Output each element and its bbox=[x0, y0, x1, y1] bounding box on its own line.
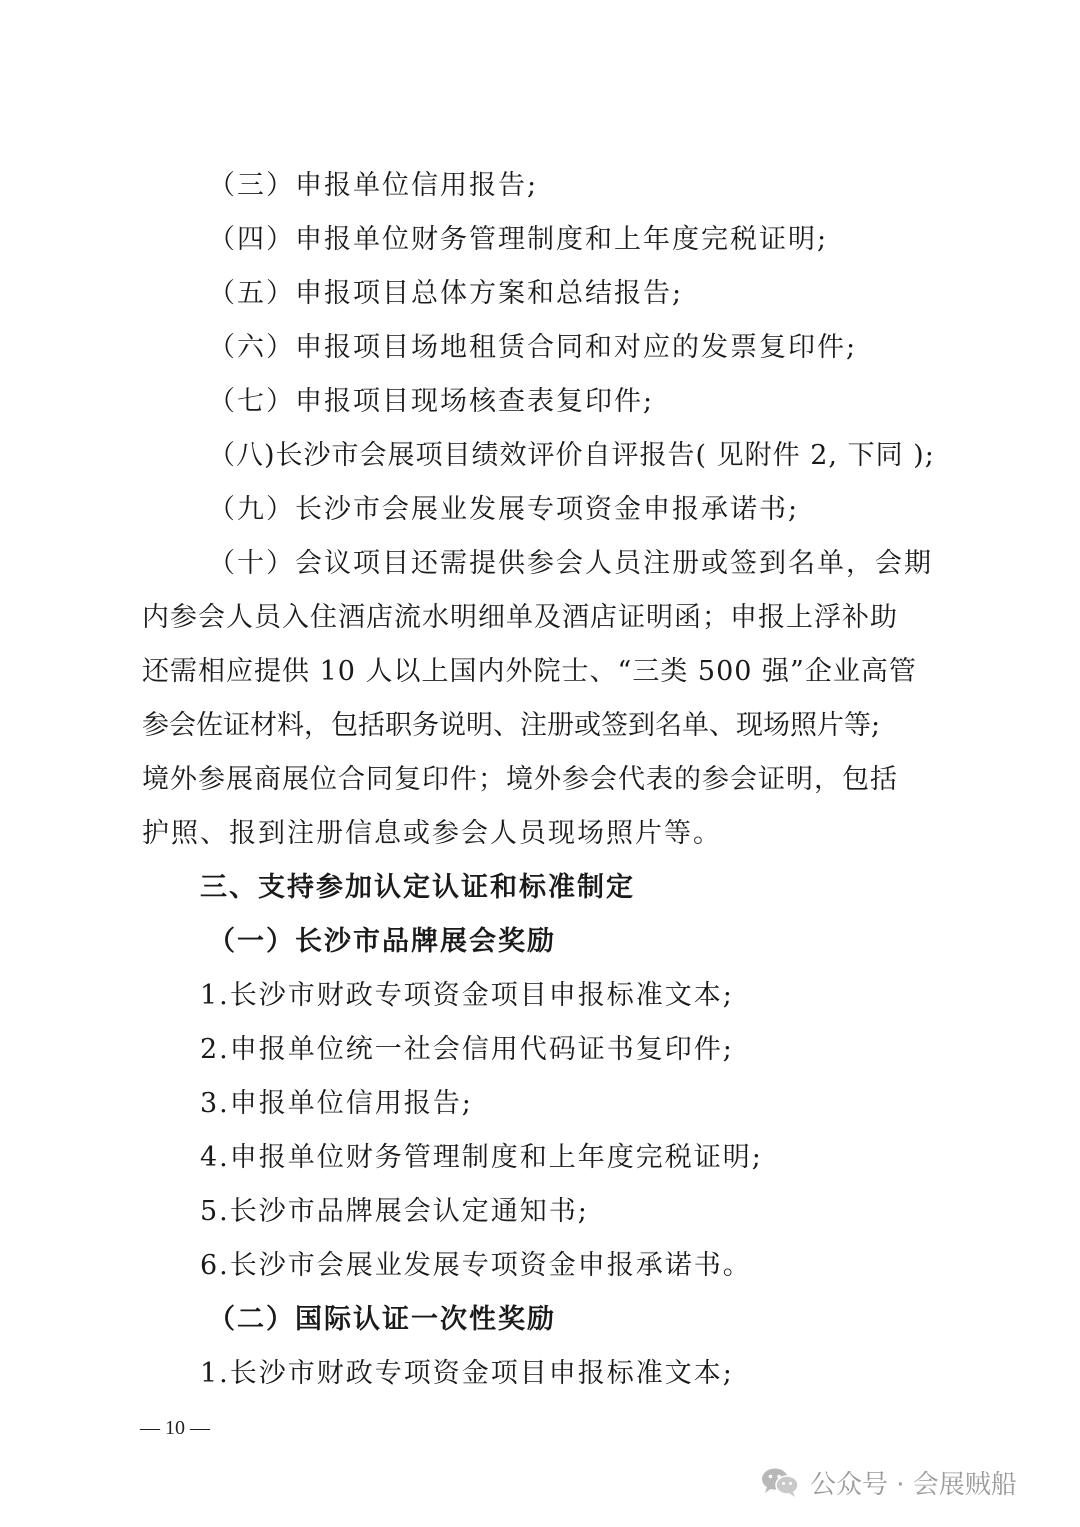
section-heading: 三、支持参加认定认证和标准制定 bbox=[200, 872, 635, 903]
subsection-heading: （二）国际认证一次性奖励 bbox=[208, 1304, 556, 1335]
doc-line: （四）申报单位财务管理制度和上年度完税证明; bbox=[208, 224, 829, 255]
watermark bbox=[760, 1460, 1017, 1504]
doc-line: 护照、报到注册信息或参会人员现场照片等。 bbox=[142, 818, 722, 849]
doc-line: 2.申报单位统一社会信用代码证书复印件; bbox=[200, 1034, 734, 1065]
doc-line: （九）长沙市会展业发展专项资金申报承诺书; bbox=[208, 494, 800, 525]
doc-line: 4.申报单位财务管理制度和上年度完税证明; bbox=[200, 1142, 763, 1173]
doc-line: （十）会议项目还需提供参会人员注册或签到名单，会期 bbox=[208, 548, 933, 579]
subsection-heading: （一）长沙市品牌展会奖励 bbox=[208, 926, 556, 957]
doc-line: 6.长沙市会展业发展专项资金申报承诺书。 bbox=[200, 1250, 752, 1281]
doc-line: （三）申报单位信用报告; bbox=[208, 170, 539, 201]
doc-line: （五）申报项目总体方案和总结报告; bbox=[208, 278, 684, 309]
doc-line: （七）申报项目现场核查表复印件; bbox=[208, 386, 655, 417]
doc-line: 内参会人员入住酒店流水明细单及酒店证明函；申报上浮补助 bbox=[142, 602, 898, 633]
doc-line: 1.长沙市财政专项资金项目申报标准文本; bbox=[200, 1358, 734, 1389]
wechat-icon bbox=[760, 1466, 800, 1498]
doc-line: （八)长沙市会展项目绩效评价自评报告( 见附件 2, 下同 ); bbox=[208, 440, 935, 471]
doc-line: 5.长沙市品牌展会认定通知书; bbox=[200, 1196, 589, 1227]
watermark-text: 公众号 · 会展贼船 bbox=[810, 1469, 1017, 1500]
doc-line: 参会佐证材料，包括职务说明、注册或签到名单、现场照片等; bbox=[142, 710, 881, 741]
doc-line: 还需相应提供 10 人以上国内外院士、“三类 500 强”企业高管 bbox=[142, 656, 917, 687]
doc-line: 境外参展商展位合同复印件；境外参会代表的参会证明，包括 bbox=[142, 764, 898, 795]
page-number: — 10 — bbox=[140, 1417, 210, 1439]
doc-line: 3.申报单位信用报告; bbox=[200, 1088, 473, 1119]
doc-line: 1.长沙市财政专项资金项目申报标准文本; bbox=[200, 980, 734, 1011]
doc-line: （六）申报项目场地租赁合同和对应的发票复印件; bbox=[208, 332, 858, 363]
